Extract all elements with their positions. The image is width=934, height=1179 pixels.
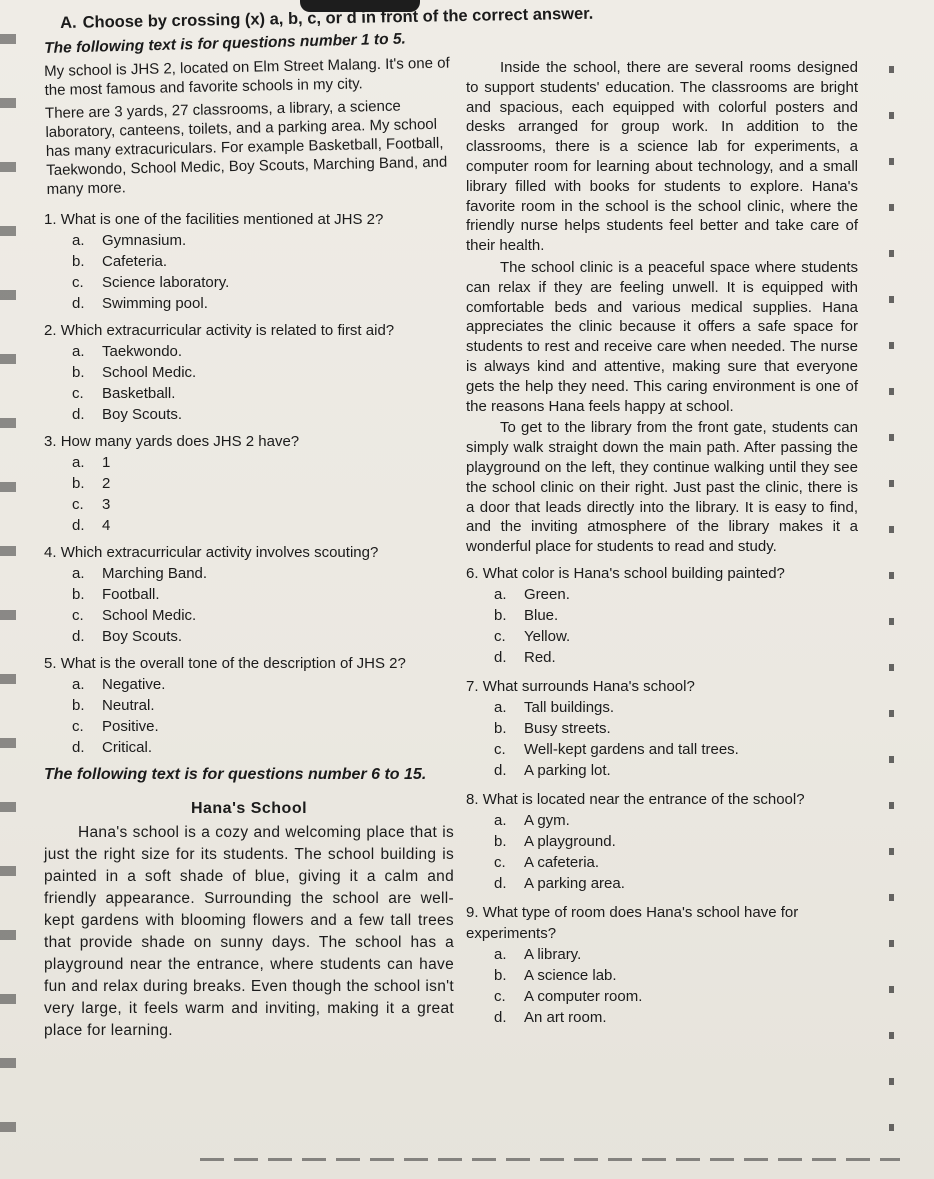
option[interactable]: d. 4 [72, 517, 111, 534]
option[interactable]: d. A parking area. [494, 874, 625, 892]
questions-right [466, 563, 858, 1028]
question-number: 3. [44, 433, 57, 450]
option[interactable]: b. A playground. [494, 832, 616, 850]
question-3 [44, 431, 454, 536]
option[interactable]: a. Green. [494, 585, 570, 603]
question-number: 2. [44, 322, 57, 339]
option[interactable]: a. Gymnasium. [72, 232, 187, 249]
option[interactable]: c. Well-kept gardens and tall trees. [494, 740, 739, 758]
bottom-dashed-line [200, 1158, 900, 1161]
option[interactable]: d. Red. [494, 648, 556, 666]
option[interactable]: c. Yellow. [494, 627, 571, 645]
question-number: 1. [44, 211, 57, 228]
option[interactable]: b. School Medic. [72, 364, 197, 381]
question-1 [44, 209, 454, 314]
question-text: What surrounds Hana's school? [482, 677, 695, 695]
option[interactable]: d. Boy Scouts. [72, 406, 183, 423]
question-text: How many yards does JHS 2 have? [60, 433, 300, 450]
question-number: 7. [466, 677, 479, 695]
question-text: What is the overall tone of the description of JHS 2? [60, 655, 406, 672]
section-number: A. [60, 13, 77, 32]
question-text: Which extracurricular activity is related to first aid? [60, 322, 395, 339]
question-4 [44, 542, 454, 647]
question-number: 6. [466, 564, 479, 582]
binder-holes [0, 0, 16, 1179]
passage2-text: Hana's school is a cozy and welcoming place that is just the right size for its students. The school building is painted in a soft shade of blue, giving it a calm and friendly appearance. Surrounding the school are well-kept gardens with blooming flowers and a few tall trees that provide shade on sunny days. The school has a playground near the entrance, where students can have fun and relax during breaks. Even though the school isn't very large, it feels warm and inviting, making it a great place for learning. [44, 824, 454, 1039]
option[interactable]: d. An art room. [494, 1008, 607, 1026]
option[interactable]: a. Negative. [72, 676, 166, 693]
text1-intro: The following text is for questions number 1 to 5. [44, 30, 407, 57]
question-number: 5. [44, 655, 57, 672]
passage2 [44, 800, 454, 1042]
question-2 [44, 320, 454, 425]
option[interactable]: b. 2 [72, 475, 111, 492]
option[interactable]: b. A science lab. [494, 966, 617, 984]
passage1-paragraph-3: Inside the school, there are several rooms designed to support students' education. The classrooms are bright and spacious, each equipped with colorful posters and desks arranged for group work. In addition to the classrooms, there is a science lab for experiments, a computer room for learning about technology, and a small library filled with books for students to explore. Hana's favorite room in the school is the school clinic, where the friendly nurse helps students feel better and take care of their health. [466, 59, 858, 255]
passage1-paragraph-5: To get to the library from the front gate, students can simply walk straight down the main path. After passing the playground on the left, they continue walking until they see the school clinic on their right. Just past the clinic, there is a door that leads directly into the library. It is easy to find, and the inviting atmosphere of the library makes it a wonderful place for students to read and study. [466, 419, 858, 556]
question-text: What color is Hana's school building painted? [482, 564, 785, 582]
option[interactable]: c. Positive. [72, 718, 159, 735]
passage1-left-part [44, 53, 457, 199]
question-text: Which extracurricular activity involves scouting? [60, 544, 379, 561]
question-text: What is one of the facilities mentioned at JHS 2? [60, 211, 384, 228]
question-9 [466, 902, 858, 1028]
option[interactable]: c. A cafeteria. [494, 853, 600, 871]
option[interactable]: c. Basketball. [72, 385, 176, 402]
question-8 [466, 789, 858, 894]
question-5 [44, 653, 454, 758]
option[interactable]: d. Boy Scouts. [72, 628, 183, 645]
option[interactable]: a. A library. [494, 945, 582, 963]
instruction-line [60, 5, 593, 33]
option[interactable]: a. Taekwondo. [72, 343, 183, 360]
question-6 [466, 563, 858, 668]
text2-intro: The following text is for questions number 6 to 15. [44, 766, 427, 783]
right-margin-marks [889, 40, 894, 1150]
option[interactable]: d. A parking lot. [494, 761, 611, 779]
option[interactable]: a. Marching Band. [72, 565, 208, 582]
question-text: What is located near the entrance of the school? [482, 790, 805, 808]
option[interactable]: d. Swimming pool. [72, 295, 208, 312]
option[interactable]: c. School Medic. [72, 607, 197, 624]
question-text: What type of room does Hana's school have for experiments? [466, 903, 799, 942]
option[interactable]: d. Critical. [72, 739, 153, 756]
passage1-paragraph-1: My school is JHS 2, located on Elm Street Malang. It's one of the most famous and favorite schools in my city. [44, 54, 450, 99]
instruction-text: Choose by crossing (x) a, b, c, or d in front of the correct answer. [82, 4, 594, 32]
questions-left [44, 209, 454, 758]
option[interactable]: b. Blue. [494, 606, 559, 624]
passage1-paragraph-2: There are 3 yards, 27 classrooms, a library, a science laboratory, canteens, toilets, and a parking area. My school has many extracuriculars. For example Basketball, Football, Taekwondo, School Medic, Boy Scouts, Marching Band, and many more. [44, 97, 448, 198]
question-number: 9. [466, 903, 479, 921]
option[interactable]: a. Tall buildings. [494, 698, 615, 716]
option[interactable]: a. A gym. [494, 811, 570, 829]
question-7 [466, 676, 858, 781]
question-number: 4. [44, 544, 57, 561]
option[interactable]: c. 3 [72, 496, 111, 513]
question-number: 8. [466, 790, 479, 808]
left-column [44, 54, 454, 1042]
option[interactable]: c. Science laboratory. [72, 274, 230, 291]
option[interactable]: b. Busy streets. [494, 719, 611, 737]
option[interactable]: b. Cafeteria. [72, 253, 168, 270]
option[interactable]: b. Football. [72, 586, 160, 603]
passage2-title: Hana's School [190, 800, 308, 817]
right-column [466, 58, 858, 1028]
option[interactable]: c. A computer room. [494, 987, 643, 1005]
option[interactable]: a. 1 [72, 454, 111, 471]
option[interactable]: b. Neutral. [72, 697, 155, 714]
passage1-paragraph-4: The school clinic is a peaceful space where students can relax if they are feeling unwell. It is equipped with comfortable beds and various medical supplies. Hana appreciates the clinic because it offers a safe space for students to rest and receive care when needed. The nurse is always kind and attentive, making sure that everyone gets the help they need. This caring environment is one of the reasons Hana feels happy at school. [466, 258, 858, 415]
